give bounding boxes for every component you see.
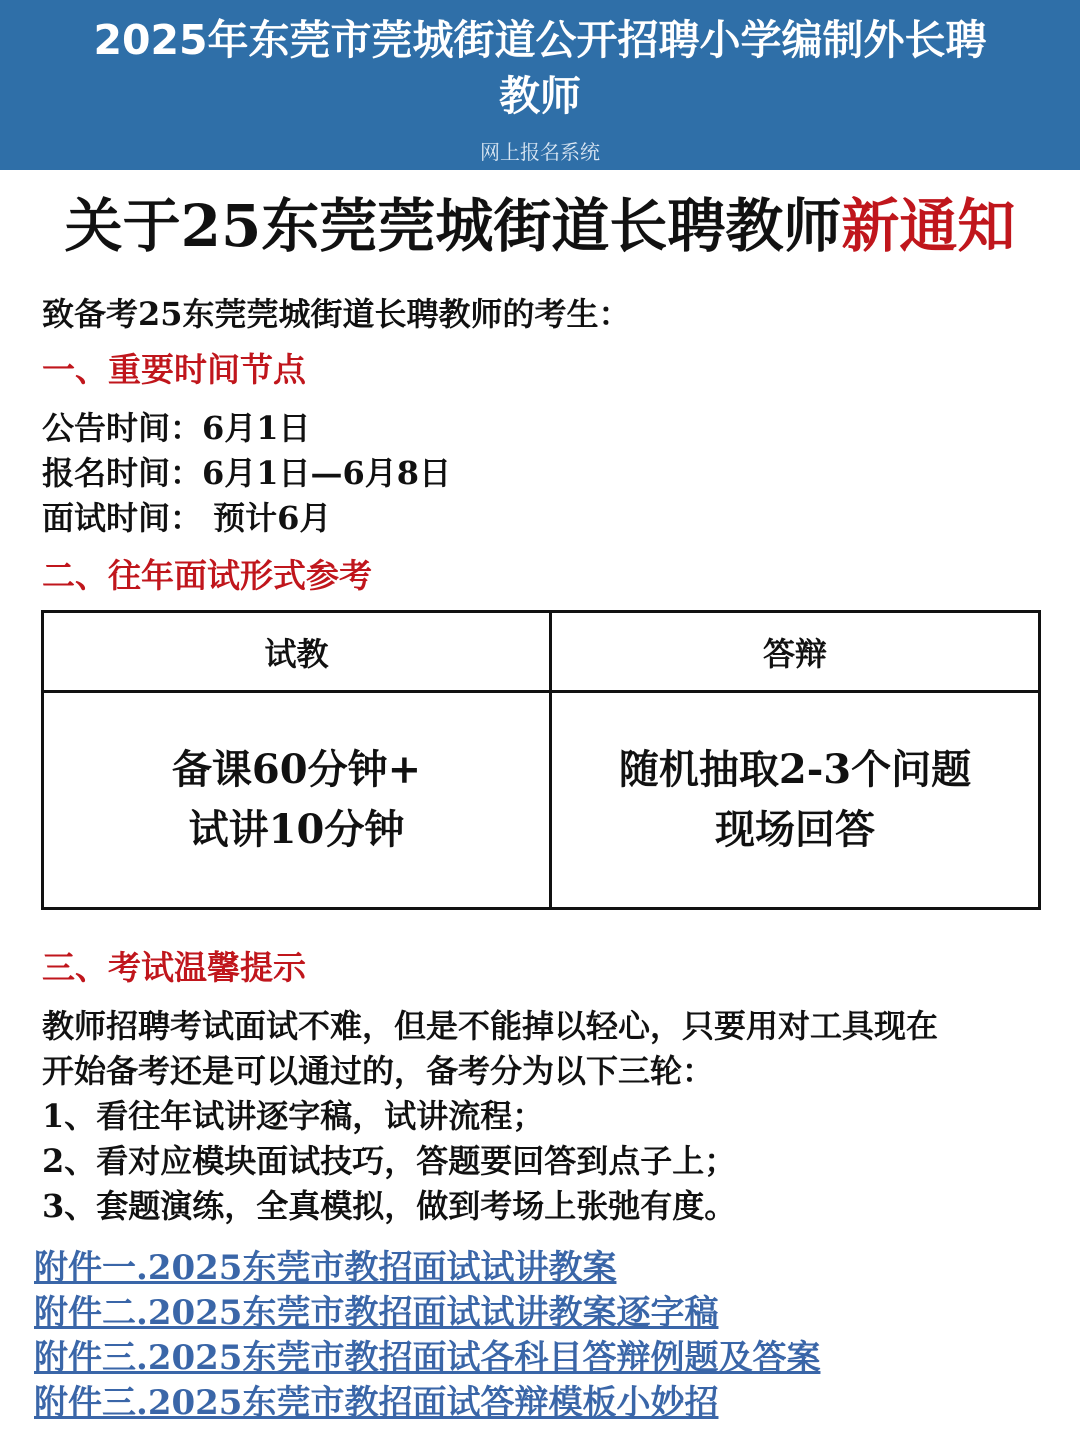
cell-line: 试讲10分钟 bbox=[188, 806, 405, 853]
attachment-link-3[interactable]: 附件三.2025东莞市教招面试各科目答辩例题及答案 bbox=[34, 1338, 821, 1378]
tip-line: 开始备考还是可以通过的，备考分为以下三轮： bbox=[42, 1052, 715, 1090]
tip-line: 教师招聘考试面试不难，但是不能掉以轻心，只要用对工具现在 bbox=[42, 1007, 939, 1045]
banner-title-line1: 2025年东莞市莞城街道公开招聘小学编制外长聘 bbox=[93, 16, 987, 64]
page-title bbox=[0, 186, 1080, 266]
banner-subtitle: 网上报名系统 bbox=[480, 140, 600, 164]
section3-heading: 三、考试温馨提示 bbox=[42, 948, 306, 987]
page-title-highlight: 新通知 bbox=[841, 192, 1016, 260]
section1-heading: 一、重要时间节点 bbox=[42, 350, 306, 389]
tip-line: 1、看往年试讲逐字稿，试讲流程； bbox=[42, 1097, 545, 1135]
greeting: 致备考25东莞莞城街道长聘教师的考生： bbox=[42, 295, 631, 333]
cell-line: 现场回答 bbox=[715, 806, 875, 853]
tip-line: 2、看对应模块面试技巧，答题要回答到点子上； bbox=[42, 1142, 737, 1180]
cell-line: 备课60分钟+ bbox=[171, 746, 422, 793]
table-header-teaching: 试教 bbox=[43, 612, 551, 692]
attachment-link-4[interactable]: 附件三.2025东莞市教招面试答辩模板小妙招 bbox=[34, 1383, 719, 1423]
section2-heading: 二、往年面试形式参考 bbox=[42, 556, 372, 595]
header-banner bbox=[0, 0, 1080, 170]
table-cell-teaching bbox=[43, 692, 551, 909]
notice-time: 公告时间：6月1日 bbox=[42, 409, 311, 447]
table-header-row bbox=[43, 612, 1040, 692]
table-cell-defense bbox=[551, 692, 1040, 909]
tip-line: 3、套题演练，全真模拟，做到考场上张弛有度。 bbox=[42, 1187, 737, 1225]
table-header-defense: 答辩 bbox=[551, 612, 1040, 692]
registration-time: 报名时间：6月1日—6月8日 bbox=[42, 454, 452, 492]
banner-title bbox=[10, 12, 1070, 124]
table-row bbox=[43, 692, 1040, 909]
interview-format-table bbox=[41, 610, 1041, 910]
interview-time: 面试时间： 预计6月 bbox=[42, 499, 332, 537]
cell-line: 随机抽取2-3个问题 bbox=[618, 746, 972, 793]
attachment-link-1[interactable]: 附件一.2025东莞市教招面试试讲教案 bbox=[34, 1248, 617, 1288]
banner-title-line2: 教师 bbox=[499, 72, 581, 120]
page-title-main: 关于25东莞莞城街道长聘教师 bbox=[64, 192, 842, 260]
attachment-link-2[interactable]: 附件二.2025东莞市教招面试试讲教案逐字稿 bbox=[34, 1293, 719, 1333]
